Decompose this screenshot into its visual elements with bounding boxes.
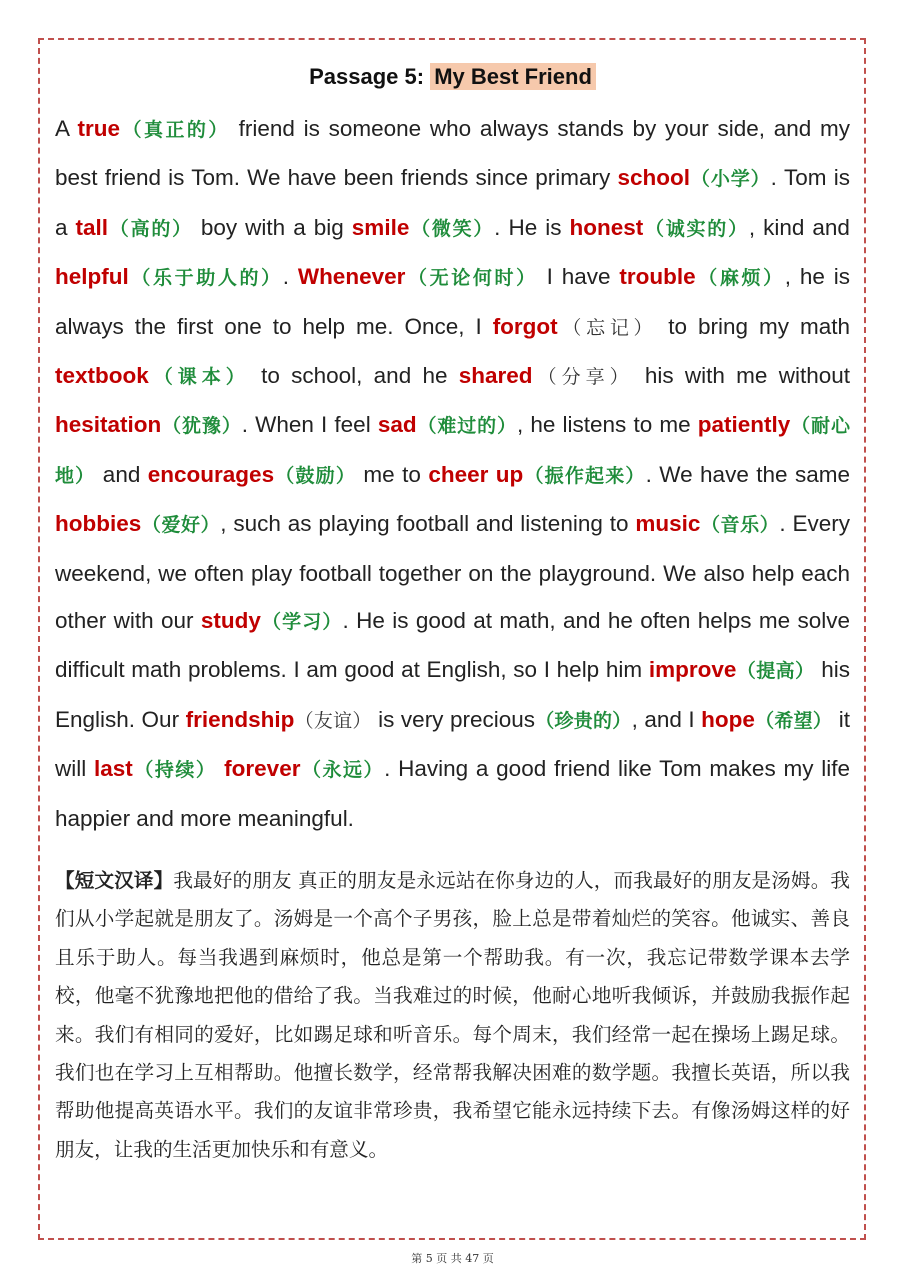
translation-text: 我最好的朋友 真正的朋友是永远站在你身边的人，而我最好的朋友是汤姆。我们从小学起就是朋友了。汤姆是一个高个子男孩，脸上总是带着灿烂的笑容。他诚实、善良且乐于助人。每当我遇到麻烦时，他总是第一个帮助我。有一次，我忘记带数学课本去学校，他毫不犹豫地把他的借给了我。当我难过的时候，他耐心地听我倾诉，并鼓励我振作起来。我们有相同的爱好，比如踢足球和听音乐。每个周末，我们经常一起在操场上踢足球。我们也在学习上互相帮助。他擅长数学，经常帮我解决困难的数学题。我擅长英语，所以我帮助他提高英语水平。我们的友谊非常珍贵，我希望它能永远持续下去。有像汤姆这样的好朋友，让我的生活更加快乐和有意义。 xyxy=(55,869,851,1161)
keyword: hobbies xyxy=(55,511,142,537)
keyword: forever xyxy=(224,756,301,782)
keyword: true xyxy=(77,116,121,141)
passage-segment: . He is good at math, and he often helps me solve difficult math problems. I am good at English, so I help him xyxy=(55,608,850,683)
passage-segment: boy with a big xyxy=(192,214,352,240)
keyword: encourages xyxy=(147,461,275,487)
keyword: tall xyxy=(75,214,109,240)
passage-segment: , and I xyxy=(631,706,702,732)
keyword: school xyxy=(617,165,690,191)
chinese-gloss: （难过的） xyxy=(416,415,517,438)
passage-segment: , he is always the first one to help me. Once, I xyxy=(55,264,850,339)
title-prefix: Passage 5: xyxy=(309,64,431,89)
keyword: improve xyxy=(648,657,737,683)
chinese-gloss: （麻烦） xyxy=(695,267,785,290)
chinese-gloss: （持续） xyxy=(132,759,217,782)
title-highlight: My Best Friend xyxy=(430,63,596,90)
keyword: study xyxy=(200,608,261,634)
page-number: 第 5 页 共 47 页 xyxy=(411,1252,494,1265)
translation-lead: 【短文汉译】 xyxy=(55,869,174,892)
keyword: music xyxy=(635,511,701,537)
passage-segment: , he listens to me xyxy=(516,412,698,438)
passage-segment: . When I feel xyxy=(241,412,378,438)
chinese-gloss: （犹豫） xyxy=(161,415,242,438)
chinese-translation xyxy=(55,862,850,1169)
chinese-gloss: （鼓励） xyxy=(274,464,356,487)
chinese-gloss: （真正的） xyxy=(120,119,230,141)
passage-segment: his with me without xyxy=(633,363,850,389)
chinese-gloss: （分享） xyxy=(532,366,634,389)
keyword: helpful xyxy=(55,264,129,290)
passage-segment: . We have the same xyxy=(645,461,850,487)
passage-segment: his English. Our xyxy=(55,657,850,732)
chinese-gloss: （学习） xyxy=(260,611,343,634)
passage-title xyxy=(0,64,905,90)
chinese-gloss: （乐于助人的） xyxy=(128,267,283,290)
chinese-gloss: （无论何时） xyxy=(405,267,538,290)
chinese-gloss: （提高） xyxy=(736,660,815,683)
keyword: hope xyxy=(701,706,755,732)
keyword: last xyxy=(94,756,133,782)
keyword: shared xyxy=(458,363,533,389)
chinese-gloss: （爱好） xyxy=(141,514,221,537)
chinese-gloss: （诚实的） xyxy=(643,217,749,240)
passage-segment xyxy=(216,756,224,781)
passage-segment: , kind and xyxy=(748,214,850,240)
passage-text xyxy=(55,105,850,842)
passage-segment: it will xyxy=(55,706,850,782)
keyword: textbook xyxy=(55,363,149,389)
chinese-gloss: （课本） xyxy=(148,366,250,389)
passage-segment: to bring my math xyxy=(657,313,850,339)
keyword: hesitation xyxy=(55,412,162,438)
passage-segment: , such as playing football and listening to xyxy=(220,511,636,537)
chinese-gloss: （小学） xyxy=(689,168,771,191)
passage-segment: . Tom is a xyxy=(55,165,850,240)
passage-segment: me to xyxy=(356,461,429,487)
chinese-gloss: （高的） xyxy=(108,217,193,240)
chinese-gloss: （振作起来） xyxy=(523,464,646,487)
chinese-gloss: （友谊） xyxy=(294,709,372,732)
chinese-gloss: （忘记） xyxy=(557,316,658,339)
keyword: Whenever xyxy=(297,264,406,290)
chinese-gloss: （永远） xyxy=(300,759,385,782)
passage-segment: I have xyxy=(537,264,620,290)
chinese-gloss: （耐心地） xyxy=(55,415,850,487)
passage-segment: . Having a good friend like Tom makes my life happier and more meaningful. xyxy=(55,756,850,831)
keyword: cheer up xyxy=(428,461,524,487)
keyword: patiently xyxy=(697,412,791,438)
keyword: sad xyxy=(377,412,417,438)
passage-segment: is very precious xyxy=(371,706,535,732)
passage-segment: and xyxy=(95,461,148,487)
passage-segment: A xyxy=(55,116,78,141)
passage-segment: . xyxy=(282,264,298,290)
passage-segment: . Every weekend, we often play football together on the playground. We also help each other with our xyxy=(55,511,850,634)
passage-segment: friend is someone who always stands by your side, and my best friend is Tom. We have been friends since primary xyxy=(55,116,850,191)
keyword: trouble xyxy=(619,264,696,290)
chinese-gloss: （希望） xyxy=(754,709,833,732)
keyword: honest xyxy=(569,214,644,240)
chinese-gloss: （音乐） xyxy=(700,514,780,537)
passage-segment: . He is xyxy=(494,214,570,240)
passage-segment: to school, and he xyxy=(249,363,459,389)
keyword: smile xyxy=(351,214,410,240)
chinese-gloss: （微笑） xyxy=(409,217,495,240)
chinese-gloss: （珍贵的） xyxy=(535,709,632,732)
keyword: forgot xyxy=(492,313,558,339)
keyword: friendship xyxy=(185,706,295,732)
